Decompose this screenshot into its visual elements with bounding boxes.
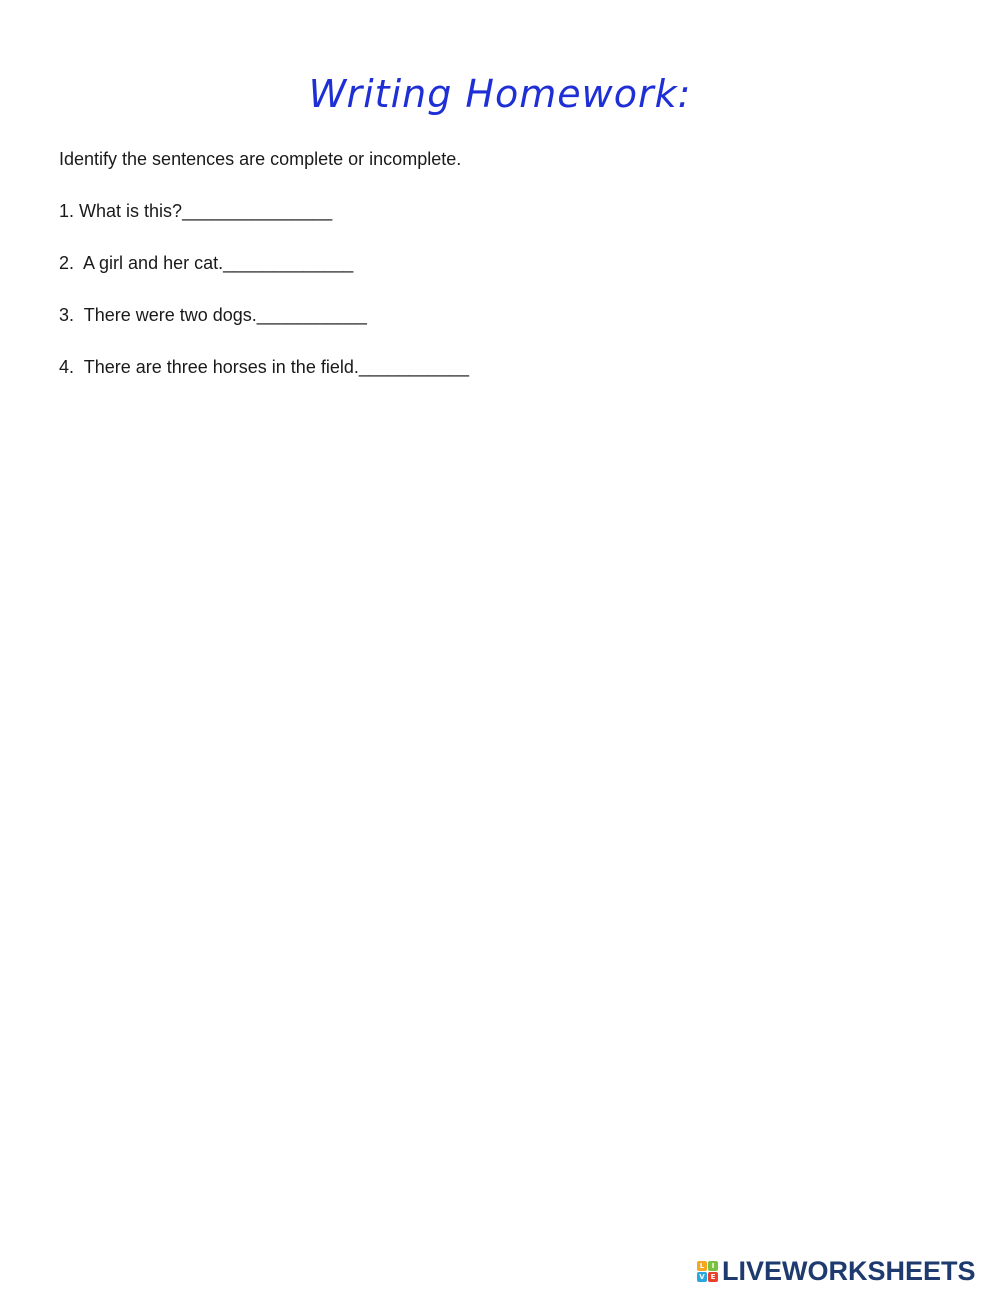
question-number: 2. <box>59 253 84 273</box>
answer-blank[interactable]: ___________ <box>256 305 367 325</box>
logo-mark-tile: V <box>697 1272 707 1282</box>
question-text: There were two dogs. <box>83 305 257 325</box>
question-text: There are three horses in the field. <box>83 357 359 377</box>
instruction-text: Identify the sentences are complete or incomplete. <box>59 149 462 169</box>
logo-text: LIVEWORKSHEETS <box>722 1255 976 1286</box>
question-item-3 <box>59 304 469 356</box>
question-number: 4. <box>59 357 84 377</box>
logo-mark-tile: E <box>708 1272 718 1282</box>
question-item-1 <box>59 200 469 252</box>
question-number: 3. <box>59 305 84 325</box>
question-item-2 <box>59 252 469 304</box>
answer-blank[interactable]: _______________ <box>182 201 333 221</box>
liveworksheets-logo <box>697 1256 976 1286</box>
answer-blank[interactable]: ___________ <box>358 357 469 377</box>
question-number: 1. <box>59 201 80 221</box>
question-text: What is this? <box>79 201 183 221</box>
logo-mark-tile: I <box>708 1261 718 1271</box>
answer-blank[interactable]: _____________ <box>223 253 354 273</box>
logo-mark-icon <box>697 1261 718 1282</box>
worksheet-title: Writing Homework: <box>308 72 692 116</box>
question-item-4 <box>59 356 469 408</box>
question-list <box>59 200 469 408</box>
logo-mark-tile: L <box>697 1261 707 1271</box>
question-text: A girl and her cat. <box>83 253 224 273</box>
